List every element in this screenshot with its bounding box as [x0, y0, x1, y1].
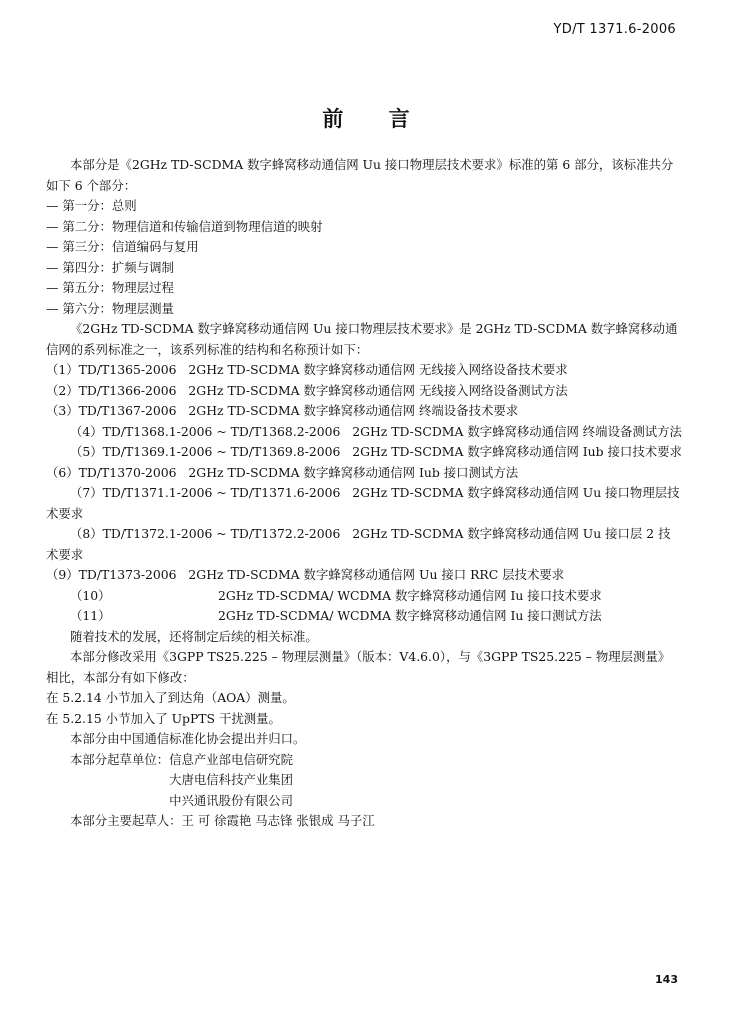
drafting-units: [46, 750, 682, 812]
change-item: 在 5.2.14 小节加入了到达角（AOA）测量。: [46, 690, 295, 705]
part-item: — 第二分：物理信道和传输信道到物理信道的映射: [46, 218, 323, 234]
change-item: 在 5.2.15 小节加入了 UpPTS 干扰测量。: [46, 710, 281, 726]
series-code: TD/T1373-2006: [78, 567, 177, 582]
series-title: 2GHz TD-SCDMA 数字蜂窝移动通信网 无线接入网络设备测试方法: [188, 382, 568, 398]
parts-list: [46, 196, 682, 319]
series-num: （10）: [70, 587, 111, 603]
drafting-units-label: 本部分起草单位：: [70, 751, 170, 767]
series-item: [46, 524, 682, 565]
drafters-names: 王 可 徐霞艳 马志锋 张银成 马子江: [181, 813, 375, 828]
part-item: — 第一分：总则: [46, 198, 137, 213]
series-title: 2GHz TD-SCDMA 数字蜂窝移动通信网 终端设备技术要求: [188, 403, 519, 418]
proposer-statement: 本部分由中国通信标准化协会提出并归口。: [70, 731, 306, 746]
drafting-unit: 中兴通讯股份有限公司: [169, 792, 294, 808]
series-title: 2GHz TD-SCDMA/ WCDMA 数字蜂窝移动通信网 Iu 接口测试方法: [218, 608, 602, 623]
part-item: — 第六分：物理层测量: [46, 300, 174, 316]
standard-number: YD/T 1371.6-2006: [553, 22, 676, 37]
series-code: TD/T1366-2006: [78, 382, 177, 398]
series-num: （4）: [70, 423, 103, 439]
series-title: 2GHz TD-SCDMA 数字蜂窝移动通信网 无线接入网络设备技术要求: [188, 362, 568, 377]
series-title: 2GHz TD-SCDMA 数字蜂窝移动通信网 终端设备测试方法: [352, 423, 682, 439]
series-item: [46, 381, 682, 402]
series-title: 2GHz TD-SCDMA/ WCDMA 数字蜂窝移动通信网 Iu 接口技术要求: [218, 587, 602, 603]
future-note: 随着技术的发展，还将制定后续的相关标准。: [70, 628, 318, 644]
series-item: [46, 442, 682, 463]
intro-paragraph: 本部分是《2GHz TD-SCDMA 数字蜂窝移动通信网 Uu 接口物理层技术要求》标准的第 6 部分，该标准共分如下 6 个部分：: [46, 157, 674, 193]
series-item: [46, 586, 682, 607]
series-num: （11）: [70, 608, 111, 623]
page-number: 143: [655, 973, 678, 986]
series-item: [46, 401, 682, 422]
series-item: [46, 422, 682, 443]
series-num: （3）: [46, 403, 79, 418]
drafting-units-list: [169, 750, 293, 812]
series-intro-paragraph: 《2GHz TD-SCDMA 数字蜂窝移动通信网 Uu 接口物理层技术要求》是 2GHz TD-SCDMA 数字蜂窝移动通信网的系列标准之一，该系列标准的结构和名称预计如下：: [46, 321, 678, 357]
series-num: （2）: [46, 382, 79, 398]
part-item: — 第四分：扩频与调制: [46, 259, 174, 275]
foreword-body: [46, 155, 682, 832]
part-item: — 第三分：信道编码与复用: [46, 239, 199, 254]
series-num: （5）: [70, 444, 103, 459]
series-num: （6）: [46, 464, 79, 480]
series-title: 2GHz TD-SCDMA 数字蜂窝移动通信网 Uu 接口 RRC 层技术要求: [188, 567, 565, 582]
series-code: TD/T1369.1-2006 ~ TD/T1369.8-2006: [102, 444, 341, 459]
series-title: 2GHz TD-SCDMA 数字蜂窝移动通信网 Iub 接口技术要求: [352, 444, 682, 459]
series-code: TD/T1367-2006: [78, 403, 177, 418]
page-title: 前 言: [322, 106, 410, 131]
modification-paragraph: 本部分修改采用《3GPP TS25.225 – 物理层测量》（版本：V4.6.0），与《3GPP TS25.225 – 物理层测量》相比，本部分有如下修改：: [46, 649, 671, 685]
part-item: — 第五分：物理层过程: [46, 280, 174, 295]
drafters-label: 本部分主要起草人：: [70, 813, 182, 828]
series-code: TD/T1372.1-2006 ~ TD/T1372.2-2006: [102, 526, 341, 541]
series-code: TD/T1365-2006: [78, 362, 177, 377]
series-item: [46, 565, 682, 586]
series-num: （8）: [70, 526, 103, 541]
series-item: [46, 483, 682, 524]
series-item: [46, 360, 682, 381]
series-title: 2GHz TD-SCDMA 数字蜂窝移动通信网 Uu 接口层 2 技术要求: [46, 526, 671, 562]
drafters: [46, 811, 682, 832]
series-title: 2GHz TD-SCDMA 数字蜂窝移动通信网 Iub 接口测试方法: [188, 464, 519, 480]
series-item: [46, 463, 682, 484]
drafting-unit: 信息产业部电信研究院: [169, 751, 294, 767]
drafting-unit: 大唐电信科技产业集团: [169, 772, 294, 787]
series-code: TD/T1368.1-2006 ~ TD/T1368.2-2006: [102, 423, 341, 439]
series-list: [46, 360, 682, 627]
series-num: （9）: [46, 567, 79, 582]
series-title: 2GHz TD-SCDMA 数字蜂窝移动通信网 Uu 接口物理层技术要求: [46, 485, 680, 521]
series-num: （1）: [46, 362, 79, 377]
series-item: [46, 606, 682, 627]
series-code: TD/T1371.1-2006 ~ TD/T1371.6-2006: [102, 485, 341, 500]
series-code: TD/T1370-2006: [78, 464, 177, 480]
series-num: （7）: [70, 485, 103, 500]
